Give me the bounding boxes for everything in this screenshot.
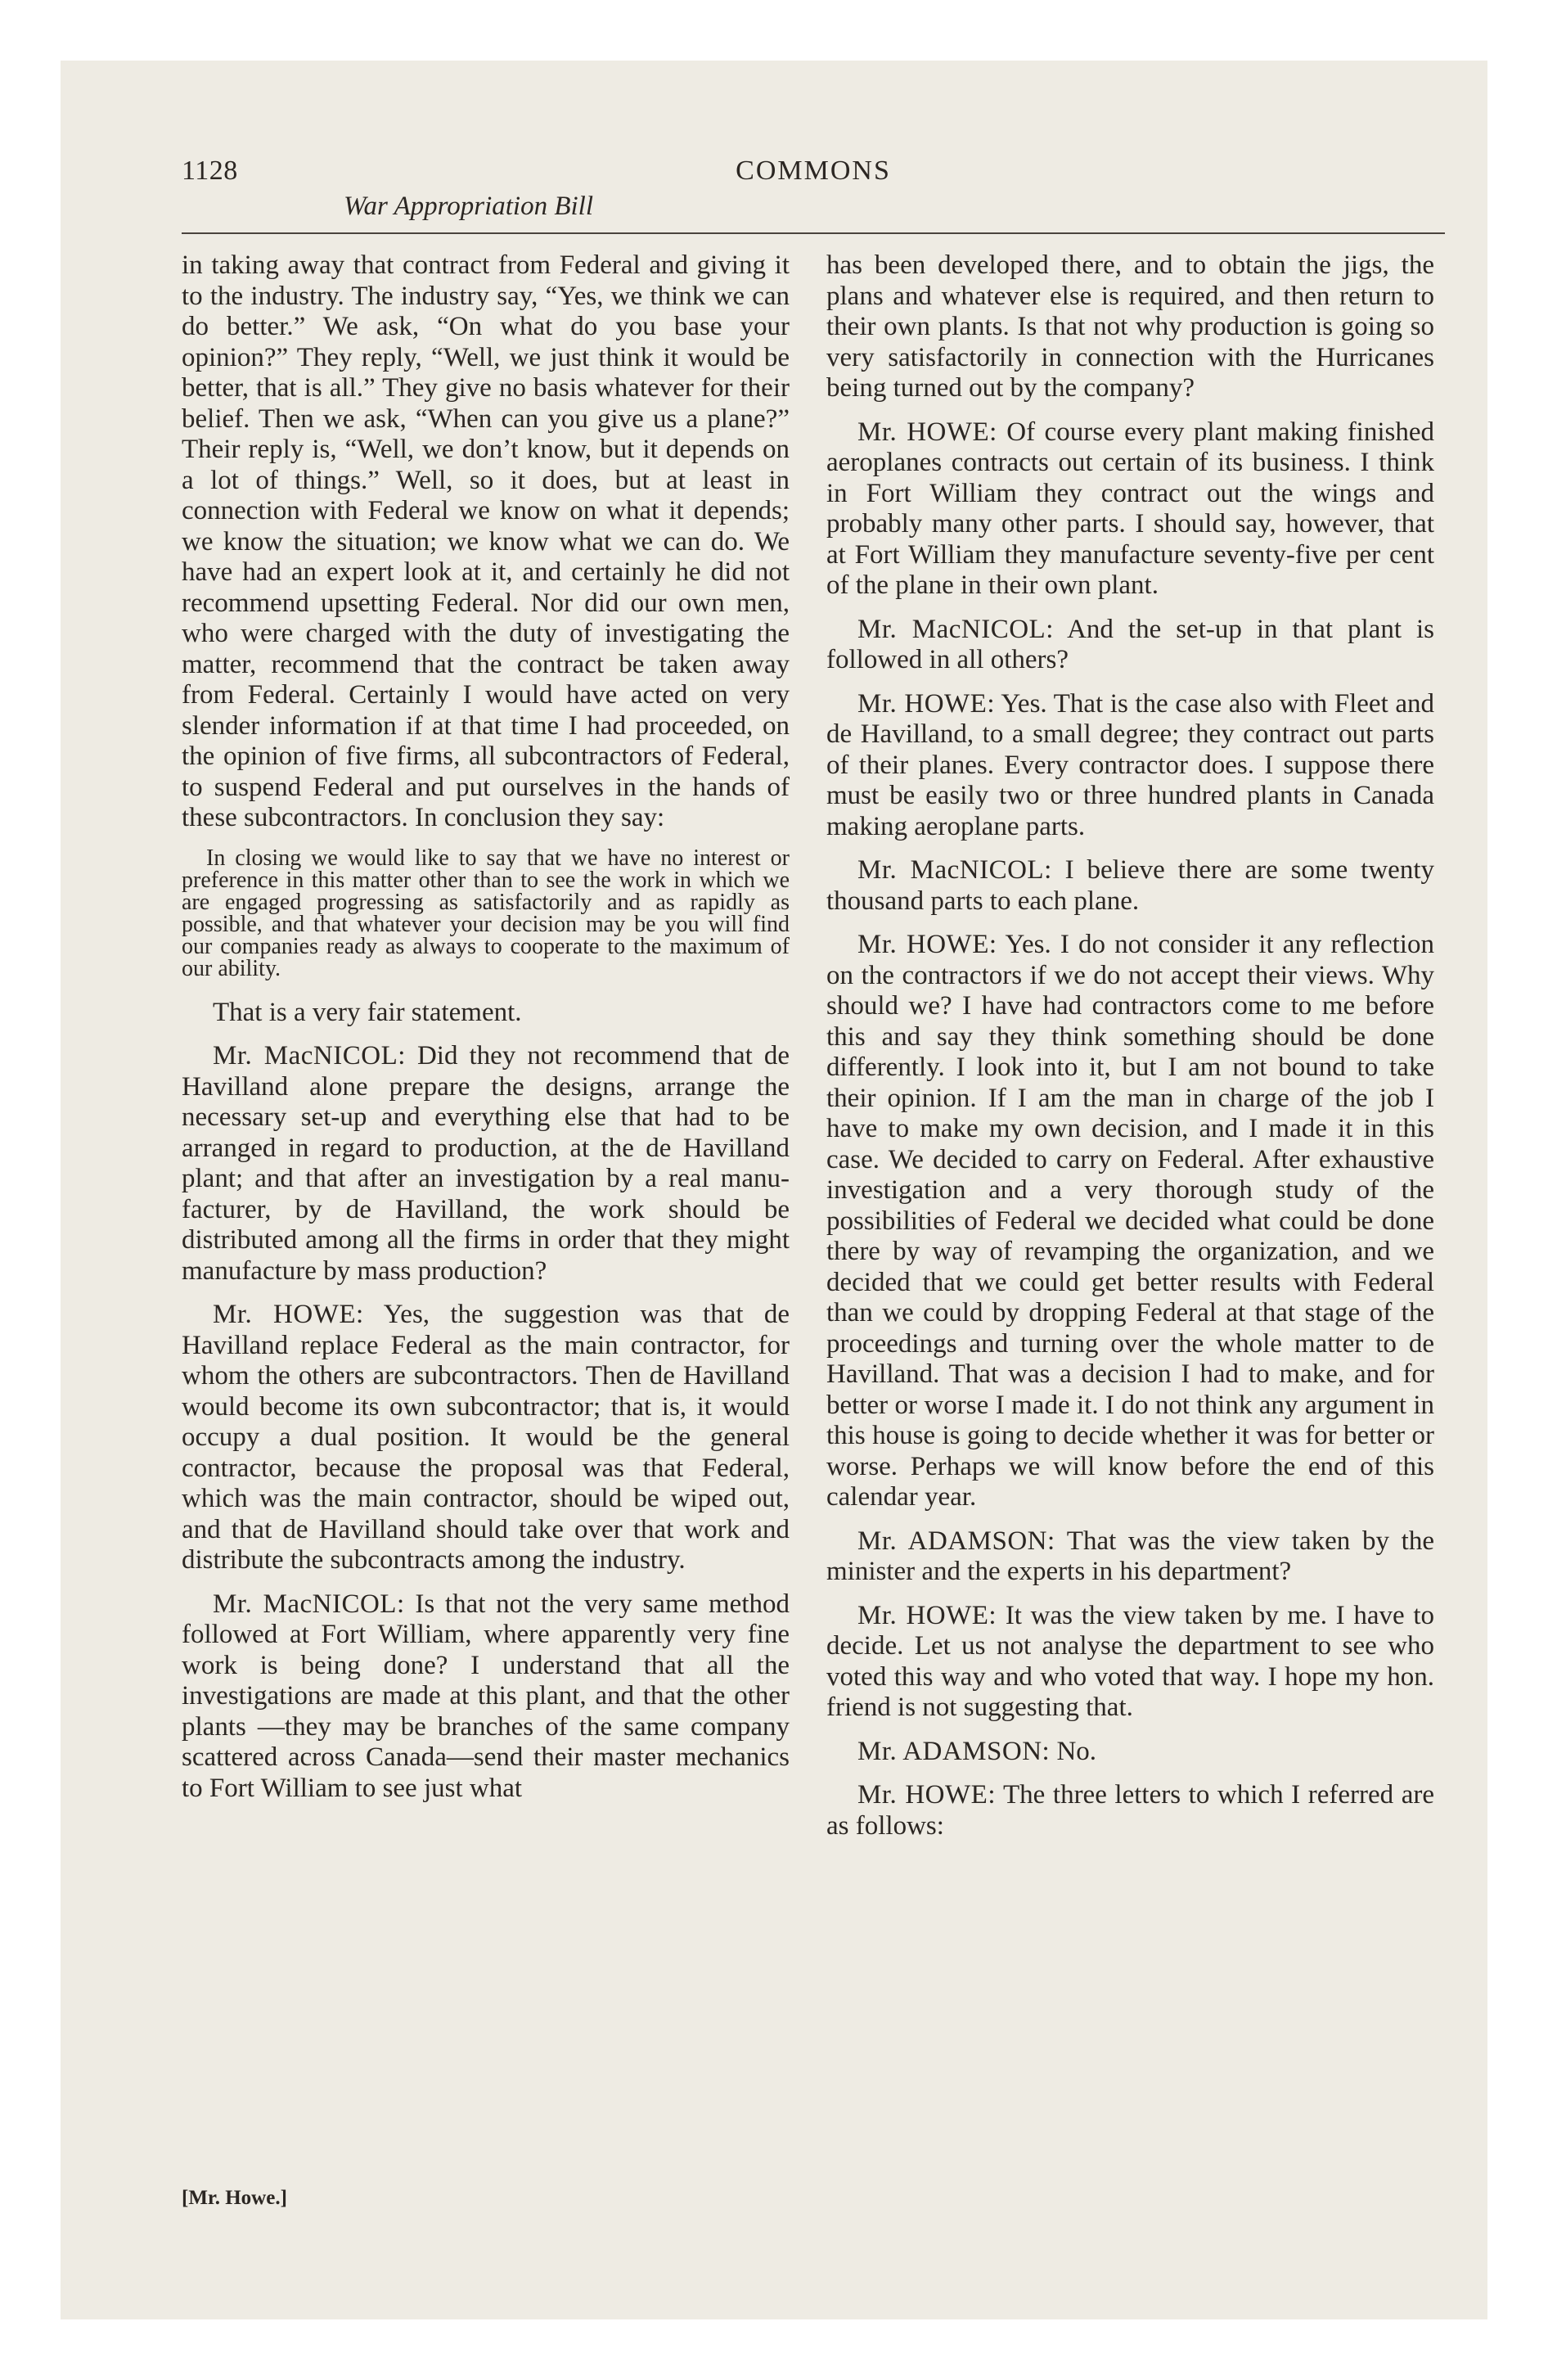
paragraph-text: I believe there are some twenty thousand parts to each plane. bbox=[826, 855, 1434, 916]
paragraph bbox=[182, 1300, 790, 1576]
paragraph-text: Yes. I do not consider it any reflection on the contractors if we do not accept their views. Why should we? I have had contractors come to me before this and say they think something should be done differently. I look into it, but I am not bound to take their opinion. If I am the man in charge of the job I have to make my own decision, and I made it in this case. We decided to carry on Federal. After exhaustive investigation and a very thorough study of the possibilities of Federal we decided what could be done there by way of revamping the organization, and we decided that we could get better results with Federal than we could by dropping Federal at that stage of the proceedings and turning over the whole matter to de Havilland. That was a decision I had to make, and for better or worse I made it. I do not think any argument in this house is going to decide whether it was for better or worse. Perhaps we will know before the end of this calendar year. bbox=[826, 930, 1434, 1512]
speaker-name: Mr. HOWE: bbox=[857, 1600, 997, 1630]
speaker-name: Mr. HOWE: bbox=[857, 1780, 996, 1810]
paragraph bbox=[826, 250, 1434, 404]
paragraph-text: Is that not the very same method followed at Fort William, where apparently very fine work is being done? I understand that all the investigations are made at this plant, and that the other plants —they may be branches of the same company scattered across Canada—send their master mechanics to Fort William to see just what bbox=[182, 1589, 790, 1803]
paragraph-text: Yes, the suggestion was that de Havilland replace Federal as the main contractor, for whom the others are subcontractors. Then de Havilland would become its own subcontractor; that is, it would occupy a dual position. It would be the general contractor, because the proposal was that Federal, which was the main contractor, should be wiped out, and that de Havilland should take over that work and distribute the subcontracts among the industry. bbox=[182, 1300, 790, 1575]
paragraph bbox=[182, 1041, 790, 1287]
bill-title: War Appropriation Bill bbox=[344, 192, 593, 221]
speaker-name: Mr. HOWE: bbox=[857, 417, 997, 447]
paragraph-text: In closing we would like to say that we have no interest or preference in this matter other than to see the work in which we are engaged progressing as satisfactorily and as rapidly as possible, and that whatever your decision may be you will find our companies ready as always to cooperate to the maximum of our ability. bbox=[182, 845, 790, 981]
speaker-name: Mr. ADAMSON: bbox=[857, 1526, 1055, 1556]
left-text-column bbox=[182, 250, 790, 1817]
paragraph bbox=[182, 1589, 790, 1805]
speaker-name: Mr. HOWE: bbox=[857, 688, 996, 719]
paragraph-text: Did they not recommend that de Havilland alone prepare the designs, arrange the necessary set-up and everything else that had to be arranged in regard to production, at the de Havilland plant; and that after an investigation by a real manufacturer, by de Havilland, the work should be distributed among all the firms in order that they might manufacture by mass production? bbox=[182, 1041, 790, 1286]
right-text-column bbox=[826, 250, 1434, 1855]
paragraph-text: Yes. That is the case also with Fleet and de Havilland, to a small degree; they contract out parts of their planes. Every contractor does. I suppose there must be easily two or three hundred plants in Canada making aeroplane parts. bbox=[826, 688, 1434, 841]
paragraph bbox=[826, 615, 1434, 676]
paragraph-text: has been developed there, and to obtain the jigs, the plans and whatever else is required, and then return to their own plants. Is that not why production is going so very satisfactorily in connection with the Hurricanes being turned out by the company? bbox=[826, 250, 1434, 403]
paragraph bbox=[826, 1526, 1434, 1588]
running-header bbox=[182, 147, 1445, 229]
speaker-name: Mr. HOWE: bbox=[213, 1300, 364, 1329]
paragraph bbox=[182, 998, 790, 1029]
paragraph-text: That was the view taken by the minister and the experts in his department? bbox=[826, 1526, 1434, 1586]
paragraph-text: The three letters to which I referred are as follows: bbox=[826, 1780, 1435, 1841]
paragraph bbox=[182, 250, 790, 834]
paragraph bbox=[826, 855, 1434, 917]
paragraph-text: That is a very fair statement. bbox=[213, 997, 522, 1027]
page-number: 1128 bbox=[182, 156, 238, 186]
footer-speaker-note: [Mr. Howe.] bbox=[182, 2187, 287, 2209]
paragraph bbox=[826, 417, 1434, 602]
paragraph-text: And the set-up in that plant is followed in all others? bbox=[826, 614, 1434, 674]
paragraph bbox=[826, 1601, 1434, 1724]
speaker-name: Mr. ADAMSON: bbox=[857, 1736, 1051, 1766]
paragraph-text: It was the view taken by me. I have to decide. Let us not analyse the department to see who voted this way and who voted that way. I hope my hon. friend is not suggesting that. bbox=[826, 1600, 1435, 1722]
paragraph bbox=[826, 689, 1434, 843]
speaker-name: Mr. HOWE: bbox=[857, 930, 997, 959]
quoted-letter-paragraph bbox=[182, 847, 790, 980]
speaker-name: Mr. MacNICOL: bbox=[213, 1041, 406, 1071]
speaker-name: Mr. MacNICOL: bbox=[213, 1589, 405, 1619]
paragraph bbox=[826, 930, 1434, 1513]
header-rule bbox=[182, 232, 1445, 234]
speaker-name: Mr. MacNICOL: bbox=[857, 855, 1052, 885]
paragraph bbox=[826, 1780, 1434, 1841]
speaker-name: Mr. MacNICOL: bbox=[857, 614, 1054, 644]
paragraph bbox=[826, 1737, 1434, 1768]
chamber-title: COMMONS bbox=[736, 156, 891, 186]
paragraph-text: No. bbox=[1056, 1736, 1097, 1766]
paragraph-text: Of course every plant making finished aeroplanes contracts out certain of its business. I think in Fort William they contract out the wings and probably many other parts. I should say, however, that at Fort William they manufacture seventy-five per cent of the plane in their own plant. bbox=[826, 417, 1435, 600]
paragraph-text: in taking away that contract from Federal and giving it to the industry. The industry say, “Yes, we think we can do better.” We ask, “On what do you base your opinion?” They reply, “Well, we just think it would be better, that is all.” They give no basis whatever for their belief. Then we ask, “When can you give us a plane?” Their reply is, “Well, we don’t know, but it depends on a lot of things.” Well, so it does, but at least in connection with Federal we know on what it depends; we know the situation; we know what we can do. We have had an expert look at it, and certainly he did not recommend upsetting Federal. Nor did our own men, who were charged with the duty of investigating the matter, recommend that the contract be taken away from Federal. Certainly I would have acted on very slender information if at that time I had proceeded, on the opinion of five firms, all subcontractors of Federal, to suspend Federal and put ourselves in the hands of these subcontractors. In conclusion they say: bbox=[182, 250, 790, 832]
